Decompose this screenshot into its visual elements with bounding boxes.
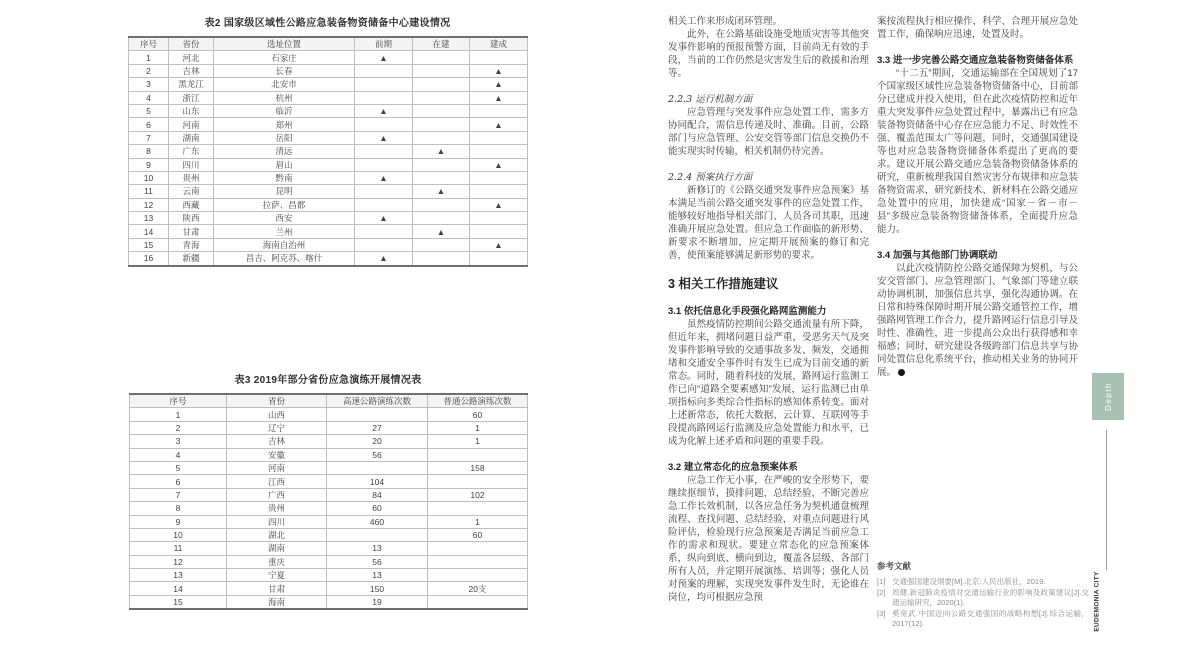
reference-item xyxy=(877,577,1089,588)
table-cell: 浙江 xyxy=(169,91,214,104)
paragraph: 此外，在公路基础设施受地质灾害等其他突发事件影响的预报预警方面，目前尚无有效的手段，当前的工作仍然是灾害发生后的救援和治理等。 xyxy=(668,29,869,79)
table-cell: 西藏 xyxy=(169,198,214,211)
table-cell xyxy=(413,198,470,211)
table2-body xyxy=(129,51,528,266)
table-row xyxy=(129,51,528,64)
table-cell: ▲ xyxy=(470,64,528,77)
table-cell: 北安市 xyxy=(214,78,355,91)
reference-text: 奚宽武.中国迈向公路交通强国的战略构想[J].综合运输，2017(12). xyxy=(892,608,1089,628)
table-row xyxy=(130,488,528,501)
table-cell xyxy=(413,252,470,266)
table-cell: 16 xyxy=(129,252,169,266)
table3-section xyxy=(129,371,527,610)
table-cell xyxy=(327,461,428,474)
table-cell: ▲ xyxy=(413,185,470,198)
table-cell: 陕西 xyxy=(169,212,214,225)
table-cell: 20支 xyxy=(428,582,528,595)
table-cell xyxy=(327,408,428,421)
subsection-heading-italic: 2.2.3 运行机制方面 xyxy=(668,94,753,105)
table-cell: 河北 xyxy=(169,51,214,64)
table-cell xyxy=(413,64,470,77)
table-cell: 3 xyxy=(129,78,169,91)
table-cell: 7 xyxy=(129,131,169,144)
table-cell: 8 xyxy=(130,502,227,515)
magazine-name-label: EUDEMONIA CITY xyxy=(1093,570,1101,632)
table3 xyxy=(129,393,528,610)
text-column-1 xyxy=(668,15,869,604)
table-row xyxy=(129,212,528,225)
table-cell: 10 xyxy=(130,528,227,541)
table-cell: ▲ xyxy=(355,171,413,184)
table-row xyxy=(130,421,528,434)
table-cell: 海南 xyxy=(227,595,327,609)
column-header: 省份 xyxy=(227,394,327,408)
column-header: 普通公路演练次数 xyxy=(428,394,528,408)
table-cell xyxy=(470,131,528,144)
table-cell xyxy=(470,225,528,238)
table-cell: 56 xyxy=(327,448,428,461)
table-row xyxy=(129,131,528,144)
table-cell xyxy=(355,185,413,198)
subsection-heading: 3.1 依托信息化手段强化路网监测能力 xyxy=(668,306,827,317)
table-row xyxy=(130,502,528,515)
table-cell: 湖北 xyxy=(227,528,327,541)
table-cell: 13 xyxy=(327,542,428,555)
column-header: 建成 xyxy=(470,37,528,51)
table-cell xyxy=(428,502,528,515)
table-cell: ▲ xyxy=(355,51,413,64)
reference-item xyxy=(877,609,1089,630)
subsection-heading: 3.3 进一步完善公路交通应急装备物资储备体系 xyxy=(877,55,1074,66)
table-cell: 11 xyxy=(129,185,169,198)
table-cell xyxy=(470,145,528,158)
column-header: 省份 xyxy=(169,37,214,51)
table-cell: 13 xyxy=(327,569,428,582)
table-cell xyxy=(355,145,413,158)
table-cell: 13 xyxy=(129,212,169,225)
vertical-divider xyxy=(1106,430,1107,570)
table-cell xyxy=(470,185,528,198)
table-cell xyxy=(413,212,470,225)
table-cell: ▲ xyxy=(355,104,413,117)
table-cell: 山西 xyxy=(227,408,327,421)
table-row xyxy=(130,582,528,595)
table-cell xyxy=(413,51,470,64)
table-cell: 1 xyxy=(130,408,227,421)
text-column-2 xyxy=(877,15,1078,379)
table2-header-row xyxy=(129,37,528,51)
table3-header-row xyxy=(130,394,528,408)
table-cell: 1 xyxy=(428,435,528,448)
table-cell: 5 xyxy=(130,461,227,474)
table-cell: ▲ xyxy=(355,212,413,225)
table-cell xyxy=(470,51,528,64)
table-cell: 四川 xyxy=(169,158,214,171)
reference-item xyxy=(877,588,1089,609)
table-cell: 19 xyxy=(327,595,428,609)
table-cell: 安徽 xyxy=(227,448,327,461)
reference-text: 交通强国建设纲要[M].北京:人民出版社，2019. xyxy=(892,577,1046,586)
table-cell xyxy=(355,64,413,77)
table-row xyxy=(129,118,528,131)
table-cell: 杭州 xyxy=(214,91,355,104)
table-cell xyxy=(355,198,413,211)
table-cell xyxy=(470,104,528,117)
article-end-icon xyxy=(898,369,905,376)
table-cell: ▲ xyxy=(470,158,528,171)
table-cell: 15 xyxy=(129,238,169,251)
depth-tab xyxy=(1092,373,1124,420)
table-cell: 广西 xyxy=(227,488,327,501)
table-cell: 8 xyxy=(129,145,169,158)
subsection-heading-italic: 2.2.4 预案执行方面 xyxy=(668,172,753,183)
table-cell xyxy=(428,542,528,555)
table-cell xyxy=(428,555,528,568)
table-cell: ▲ xyxy=(470,238,528,251)
table-cell: 6 xyxy=(129,118,169,131)
table-cell xyxy=(355,238,413,251)
table-cell: 14 xyxy=(129,225,169,238)
table-cell: 重庆 xyxy=(227,555,327,568)
reference-text: 周健.新冠肺炎疫情对交通运输行业的影响及政策建议[J].交通运输研究，2020(1). xyxy=(892,587,1089,607)
table-cell: 9 xyxy=(129,158,169,171)
reference-label: [3] xyxy=(877,608,886,618)
table-cell xyxy=(413,91,470,104)
table-cell xyxy=(413,118,470,131)
table-cell: 黑龙江 xyxy=(169,78,214,91)
table-cell: 20 xyxy=(327,435,428,448)
table-cell xyxy=(327,528,428,541)
table-cell: 岳阳 xyxy=(214,131,355,144)
table-cell: 兰州 xyxy=(214,225,355,238)
table-cell xyxy=(413,131,470,144)
table-cell: 158 xyxy=(428,461,528,474)
paragraph: 案按流程执行相应操作，科学、合理开展应急处置工作，确保响应迅速，处置及时。 xyxy=(877,16,1078,40)
table-cell: 吉林 xyxy=(227,435,327,448)
table-cell: 60 xyxy=(327,502,428,515)
table-cell: 海南自治州 xyxy=(214,238,355,251)
table-row xyxy=(130,569,528,582)
column-header: 序号 xyxy=(129,37,169,51)
table-cell: 湖南 xyxy=(227,542,327,555)
table-cell: 4 xyxy=(129,91,169,104)
table-cell xyxy=(355,78,413,91)
table-cell: 拉萨、昌都 xyxy=(214,198,355,211)
table-cell: 60 xyxy=(428,528,528,541)
table-cell xyxy=(470,212,528,225)
table-row xyxy=(129,91,528,104)
table-cell: 104 xyxy=(327,475,428,488)
table-cell: 新疆 xyxy=(169,252,214,266)
table-cell: 江西 xyxy=(227,475,327,488)
column-header: 在建 xyxy=(413,37,470,51)
table3-title: 表3 2019年部分省份应急演练开展情况表 xyxy=(234,375,422,386)
table-cell: 贵州 xyxy=(227,502,327,515)
depth-tab-label: Depth xyxy=(1103,382,1113,411)
table-cell: 西安 xyxy=(214,212,355,225)
reference-label: [2] xyxy=(877,587,886,597)
table-row xyxy=(129,252,528,266)
table-cell xyxy=(428,475,528,488)
table-cell: ▲ xyxy=(470,198,528,211)
table-cell: 84 xyxy=(327,488,428,501)
table-row xyxy=(130,555,528,568)
table-cell: 2 xyxy=(130,421,227,434)
table-cell: 12 xyxy=(129,198,169,211)
table-cell xyxy=(355,118,413,131)
table-row xyxy=(130,595,528,609)
table-cell: 102 xyxy=(428,488,528,501)
table-cell: 黔南 xyxy=(214,171,355,184)
table-row xyxy=(129,158,528,171)
table-cell: 昌吉、阿克苏、喀什 xyxy=(214,252,355,266)
table-cell: ▲ xyxy=(413,225,470,238)
table-cell: 5 xyxy=(129,104,169,117)
table-cell: 7 xyxy=(130,488,227,501)
table-cell xyxy=(413,171,470,184)
column-header: 选址位置 xyxy=(214,37,355,51)
table-row xyxy=(129,64,528,77)
table-cell xyxy=(413,158,470,171)
table-row xyxy=(129,198,528,211)
table-cell xyxy=(413,78,470,91)
table-row xyxy=(130,448,528,461)
table-cell: 12 xyxy=(130,555,227,568)
table-row xyxy=(130,515,528,528)
table-cell: ▲ xyxy=(413,145,470,158)
table-cell: 10 xyxy=(129,171,169,184)
paragraph: 相关工作来形成闭环管理。 xyxy=(668,16,783,27)
table-cell: 4 xyxy=(130,448,227,461)
table-row xyxy=(129,104,528,117)
paragraph: 新修订的《公路交通突发事件应急预案》基本满足当前公路交通突发事件的应急处置工作，能够较好地指导相关部门、人员各司其职，迅速准确开展应急处置。但应急工作面临的新形势、新要求不断增加，应定期开展预案的修订和完善，使预案能够满足新形势的要求。 xyxy=(668,185,869,261)
reference-label: [1] xyxy=(877,577,886,586)
column-header: 高速公路演练次数 xyxy=(327,394,428,408)
table-row xyxy=(130,461,528,474)
table-cell: 1 xyxy=(129,51,169,64)
table-cell: 56 xyxy=(327,555,428,568)
paragraph: 应急管理与突发事件应急处置工作，需多方协同配合，需信息传递及时、准确。目前，公路部门与应急管理、公安交管等部门信息交换仍不能实现实时传输，相关机制仍待完善。 xyxy=(668,107,869,157)
table-row xyxy=(130,475,528,488)
table-cell xyxy=(428,569,528,582)
table-cell: 湖南 xyxy=(169,131,214,144)
table-cell: 河南 xyxy=(169,118,214,131)
table-cell: 贵州 xyxy=(169,171,214,184)
table-row xyxy=(129,185,528,198)
magazine-name xyxy=(1090,572,1104,630)
table-cell: 150 xyxy=(327,582,428,595)
table-cell: 云南 xyxy=(169,185,214,198)
table-cell: 河南 xyxy=(227,461,327,474)
references-list xyxy=(877,577,1089,630)
paragraph: 应急工作无小事，在严峻的安全形势下，要继续抠细节，摸排问题，总结经验，不断完善应急工作长效机制，以各应急任务为契机通盘梳理流程、查找问题、总结经验，对重点问题进行风险评估，检验现行应急预案是否满足当前应急工作的需求和现状。要建立常态化的应急预案体系，纵向到底、横向到边，覆盖各层级、各部门所有人员，并定期开展演练、培训等；强化人员对预案的理解，实现突发事件发生时，无论谁在岗位，均可根据应急预 xyxy=(668,475,869,603)
subsection-heading: 3.4 加强与其他部门协调联动 xyxy=(877,250,998,261)
table-cell: 15 xyxy=(130,595,227,609)
table-cell: 60 xyxy=(428,408,528,421)
table-cell xyxy=(428,448,528,461)
table-cell: 27 xyxy=(327,421,428,434)
table-cell: ▲ xyxy=(470,118,528,131)
table-cell: 宁夏 xyxy=(227,569,327,582)
table3-body xyxy=(130,408,528,609)
table-row xyxy=(130,542,528,555)
table-cell xyxy=(355,91,413,104)
table-cell: 460 xyxy=(327,515,428,528)
table-cell: 山东 xyxy=(169,104,214,117)
table2 xyxy=(128,36,528,267)
table-cell: 甘肃 xyxy=(169,225,214,238)
table-row xyxy=(130,435,528,448)
table-cell: 6 xyxy=(130,475,227,488)
column-header: 前期 xyxy=(355,37,413,51)
table-cell: 眉山 xyxy=(214,158,355,171)
table-cell xyxy=(470,171,528,184)
table-cell: 清远 xyxy=(214,145,355,158)
section-heading: 3 相关工作措施建议 xyxy=(668,277,779,291)
table-row xyxy=(129,145,528,158)
table-row xyxy=(130,408,528,421)
table-cell: 石家庄 xyxy=(214,51,355,64)
column-header: 序号 xyxy=(130,394,227,408)
table-cell: 青海 xyxy=(169,238,214,251)
table-cell: 14 xyxy=(130,582,227,595)
references-title: 参考文献 xyxy=(877,561,912,571)
table-cell xyxy=(470,252,528,266)
table-cell: 临沂 xyxy=(214,104,355,117)
table-row xyxy=(130,528,528,541)
table-cell xyxy=(413,238,470,251)
table-cell: 2 xyxy=(129,64,169,77)
table-cell: 四川 xyxy=(227,515,327,528)
table-cell xyxy=(428,595,528,609)
table-cell: 郑州 xyxy=(214,118,355,131)
table-cell: ▲ xyxy=(355,252,413,266)
table-row xyxy=(129,225,528,238)
paragraph: 以此次疫情防控公路交通保障为契机，与公安交管部门、应急管理部门、气象部门等建立联动协调机制，加强信息共享，强化沟通协调。在日常和特殊保障时期开展公路交通管控工作，增强路网管理工作合力，提升路网运行信息引导及时性、准确性，进一步提高公众出行获得感和幸福感；同时，研究建设各级跨部门信息共享与协同处置信息化系统平台，推动相关业务的协同开展。 xyxy=(877,263,1078,378)
table-row xyxy=(129,78,528,91)
table-cell: 13 xyxy=(130,569,227,582)
table-cell: 1 xyxy=(428,515,528,528)
references-section xyxy=(877,560,1089,630)
table2-section xyxy=(128,14,527,267)
table-cell: 广东 xyxy=(169,145,214,158)
table-cell: 11 xyxy=(130,542,227,555)
table-cell: 昆明 xyxy=(214,185,355,198)
subsection-heading: 3.2 建立常态化的应急预案体系 xyxy=(668,462,798,473)
table2-title: 表2 国家级区域性公路应急装备物资储备中心建设情况 xyxy=(204,18,451,29)
table-row xyxy=(129,238,528,251)
paragraph: 虽然疫情防控期间公路交通流量有所下降，但近年来，拥堵问题日益严重，受恶劣天气及突发事件影响导致的交通事故多发、频发，交通拥堵和交通安全事件时有发生已成为目前交通的新常态。同时，随着科技的发展，路网运行监测工作已向“道路全要素感知”发展，运行监测已由单项指标向多类综合性指标的感知体系转变。面对上述新常态，依托大数据、云计算、互联网等手段提高路网运行监测及应急处置能力和水平，已成为化解上述矛盾和问题的重要手段。 xyxy=(668,319,869,447)
table-cell: 1 xyxy=(428,421,528,434)
table-cell: 甘肃 xyxy=(227,582,327,595)
table-cell: 长春 xyxy=(214,64,355,77)
table-cell: ▲ xyxy=(470,78,528,91)
table-cell xyxy=(413,104,470,117)
table-cell: 9 xyxy=(130,515,227,528)
table-cell: 辽宁 xyxy=(227,421,327,434)
table-cell: ▲ xyxy=(470,91,528,104)
table-cell xyxy=(355,225,413,238)
table-cell: 吉林 xyxy=(169,64,214,77)
table-cell xyxy=(355,158,413,171)
table-cell: ▲ xyxy=(355,131,413,144)
table-cell: 3 xyxy=(130,435,227,448)
paragraph: “十二五”期间，交通运输部在全国规划了17个国家级区域性应急装备物资储备中心，目前部分已建成并投入使用，但在此次疫情防控和近年重大突发事件应急处置过程中，暴露出已有应急装备物资储备中心存在应急能力不足、时效性不强、覆盖范围太广等问题，同时，交通强国建设等也对应急装备物资储备体系提出了更高的要求。建议开展公路交通应急装备物资储备体系的研究，重新梳理我国自然灾害分布规律和应急装备物资需求，研究新技术、新材料在公路交通应急处置中的应用，加快建成“国家－省－市－县”多级应急装备物资储备体系，全面提升应急能力。 xyxy=(877,68,1078,235)
table-row xyxy=(129,171,528,184)
